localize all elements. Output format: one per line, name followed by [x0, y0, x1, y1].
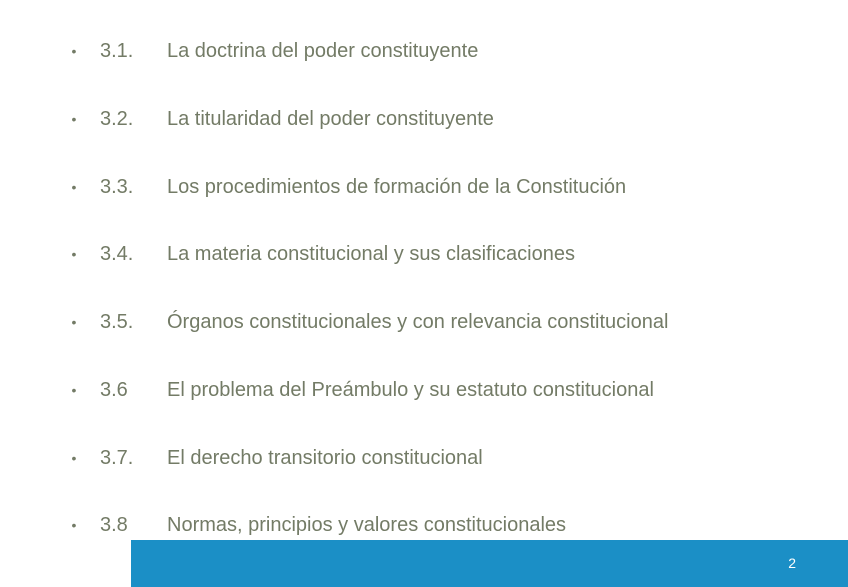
list-item: [0, 307, 848, 337]
item-text: La materia constitucional y sus clasificaciones: [167, 243, 575, 265]
item-number: 3.8: [100, 514, 128, 536]
item-number: 3.2.: [100, 108, 134, 130]
item-number: 3.5.: [100, 311, 134, 333]
page-number: 2: [788, 555, 796, 571]
list-item: [0, 375, 848, 405]
bullet-icon: •: [71, 314, 77, 330]
item-number: 3.6: [100, 379, 128, 401]
list-item: [0, 443, 848, 473]
list-item: [0, 172, 848, 202]
list-item: [0, 510, 848, 540]
item-number: 3.7.: [100, 447, 134, 469]
bullet-icon: •: [71, 111, 77, 127]
item-number: 3.1.: [100, 40, 134, 62]
item-text: La doctrina del poder constituyente: [167, 40, 479, 62]
item-text: El derecho transitorio constitucional: [167, 447, 483, 469]
bullet-icon: •: [71, 246, 77, 262]
item-text: Los procedimientos de formación de la Constitución: [167, 176, 627, 198]
item-text: La titularidad del poder constituyente: [167, 108, 494, 130]
item-number: 3.4.: [100, 243, 134, 265]
bullet-icon: •: [71, 382, 77, 398]
item-number: 3.3.: [100, 176, 134, 198]
bullet-icon: •: [71, 450, 77, 466]
item-text: El problema del Preámbulo y su estatuto constitucional: [167, 379, 654, 401]
bullet-icon: •: [71, 43, 77, 59]
bullet-icon: •: [71, 179, 77, 195]
item-text: Órganos constitucionales y con relevancia constitucional: [167, 311, 669, 333]
footer-bar: [131, 540, 848, 587]
list-item: [0, 104, 848, 134]
bullet-icon: •: [71, 517, 77, 533]
item-text: Normas, principios y valores constitucionales: [167, 514, 567, 536]
list-item: [0, 239, 848, 269]
list-item: [0, 36, 848, 66]
